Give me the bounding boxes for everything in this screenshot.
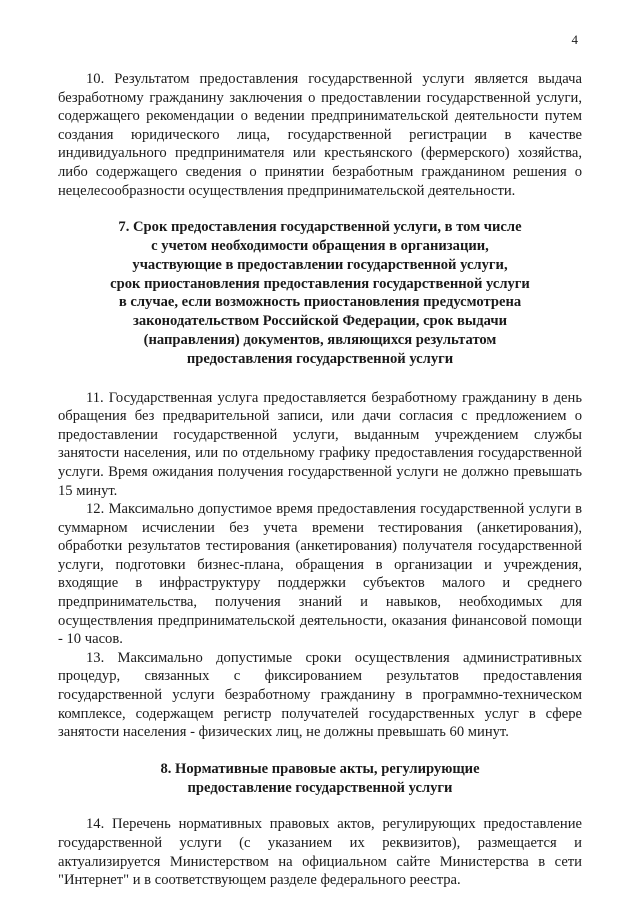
section-heading-7 [78, 218, 562, 368]
section-7-line: срок приостановления предоставления государственной услуги [110, 275, 530, 292]
paragraph-10: 10. Результатом предоставления государственной услуги является выдача безработному гражданину заключения о предоставлении государственной услуги, содержащего рекомендации о ведении предпринимательской деятельности путем создания юридического лица, государственной регистрации в качестве индивидуального предпринимателя или крестьянского (фермерского) хозяйства, либо содержащего сведения о принятии безработным гражданином решения о нецелесообразности осуществления предпринимательской деятельности. [58, 71, 582, 199]
section-7-line: законодательством Российской Федерации, срок выдачи [132, 313, 508, 330]
section-7-line: (направления) документов, являющихся результатом [143, 331, 497, 348]
section-7-line: в случае, если возможность приостановления предусмотрена [118, 294, 522, 311]
paragraph-12: 12. Максимально допустимое время предоставления государственной услуги в суммарном исчислении без учета времени тестирования (анкетирования), обработки результатов тестирования (анкетирования) получателя государственной услуги, подготовки бизнес-плана, обращения в организации и учреждения, входящие в инфраструктуру поддержки субъектов малого и среднего предпринимательства, получения знаний и навыков, необходимых для осуществления предпринимательской деятельности, оказания финансовой помощи - 10 часов. [58, 501, 582, 648]
section-8-line: 8. Нормативные правовые акты, регулирующие [160, 760, 480, 777]
section-heading-8 [78, 760, 562, 798]
section-8-line: предоставление государственной услуги [187, 779, 453, 796]
section-7-line: предоставления государственной услуги [186, 350, 454, 367]
paragraph-13: 13. Максимально допустимые сроки осуществления административных процедур, связанных с фиксированием результатов предоставления государственной услуги безработному гражданину в программно-техническом комплексе, содержащем регистр получателей государственных услуг в сфере занятости населения - физических лиц, не должны превышать 60 минут. [58, 649, 582, 741]
section-7-line: 7. Срок предоставления государственной услуги, в том числе [118, 219, 522, 236]
section-7-line: участвующие в предоставлении государственной услуги, [132, 256, 508, 273]
paragraph-14: 14. Перечень нормативных правовых актов, регулирующих предоставление государственной услуги (с указанием их реквизитов), размещается и актуализируется Министерством на официальном сайте Министерства в сети "Интернет" и в соответствующем разделе федерального реестра. [58, 816, 582, 889]
page-number: 4 [571, 32, 578, 47]
section-7-line: с учетом необходимости обращения в организации, [151, 237, 489, 254]
paragraph-11: 11. Государственная услуга предоставляется безработному гражданину в день обращения без предварительной записи, или дачи согласия с предложением о предоставлении государственной услуги, выданным учреждением службы занятости населения, или по отдельному графику предоставления государственной услуги. Время ожидания получения государственной услуги не должно превышать 15 минут. [58, 389, 582, 499]
